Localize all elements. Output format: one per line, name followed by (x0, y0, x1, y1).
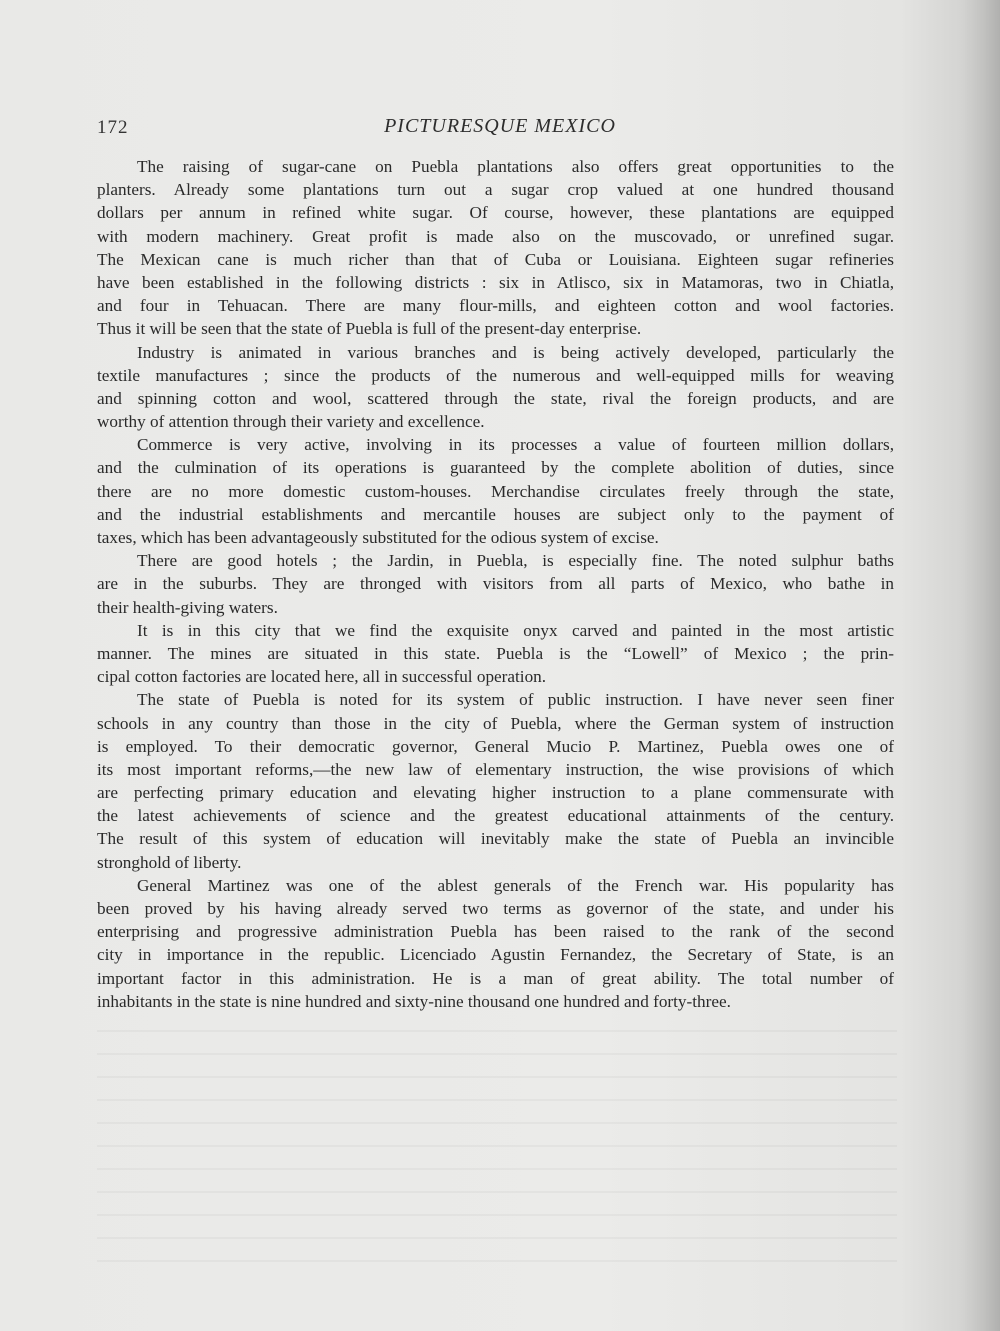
text-line: dollars per annum in refined white sugar. Of course, however, these plantations are equipped (97, 203, 894, 223)
text-line: inhabitants in the state is nine hundred and sixty-nine thousand one hundred and forty-three. (97, 991, 731, 1011)
text-line: and four in Tehuacan. There are many flour-mills, and eighteen cotton and wool factories. (97, 296, 894, 316)
text-line: worthy of attention through their variety and excellence. (97, 412, 485, 432)
text-line: Industry is animated in various branches and is being actively developed, particularly the (137, 342, 894, 362)
text-line: textile manufactures ; since the products of the numerous and well-equipped mills for weaving (97, 365, 894, 385)
text-line: manner. The mines are situated in this state. Puebla is the “Lowell” of Mexico ; the prin- (97, 643, 894, 663)
text-line: taxes, which has been advantageously substituted for the odious system of excise. (97, 528, 659, 547)
text-line: enterprising and progressive administration Puebla has been raised to the rank of the second (97, 922, 894, 942)
text-line: are in the suburbs. They are thronged with visitors from all parts of Mexico, who bathe in (97, 574, 894, 594)
text-line: city in importance in the republic. Licenciado Agustin Fernandez, the Secretary of State, is an (97, 945, 894, 965)
page-edge-shadow (960, 0, 1000, 1331)
body-text (97, 155, 894, 1013)
text-line: There are good hotels ; the Jardin, in Puebla, is especially fine. The noted sulphur baths (137, 551, 894, 571)
running-head: PICTURESQUE MEXICO (384, 115, 616, 137)
text-line: have been established in the following districts : six in Atlisco, six in Matamoras, two in Chiatla, (97, 272, 894, 292)
text-line: schools in any country than those in the city of Puebla, where the German system of instruction (97, 713, 894, 733)
text-line: The raising of sugar-cane on Puebla plantations also offers great opportunities to the (137, 157, 894, 176)
text-line: The result of this system of education will inevitably make the state of Puebla an invincible (97, 829, 894, 849)
text-line: there are no more domestic custom-houses. Merchandise circulates freely through the state, (97, 481, 894, 501)
paragraph (97, 433, 894, 549)
paragraph (97, 688, 894, 874)
text-line: is employed. To their democratic governor, General Mucio P. Martinez, Puebla owes one of (97, 736, 894, 756)
text-line: the latest achievements of science and the greatest educational attainments of the century. (97, 806, 894, 826)
text-line: Commerce is very active, involving in its processes a value of fourteen million dollars, (137, 435, 894, 455)
text-line: General Martinez was one of the ablest generals of the French war. His popularity has (137, 875, 894, 895)
text-line: important factor in this administration. He is a man of great ability. The total number of (97, 968, 894, 988)
page-number: 172 (97, 117, 129, 138)
paragraph (97, 619, 894, 689)
paragraph (97, 155, 894, 341)
paragraph (97, 549, 894, 619)
text-line: It is in this city that we find the exquisite onyx carved and painted in the most artistic (137, 620, 894, 640)
text-line: and spinning cotton and wool, scattered through the state, rival the foreign products, and are (97, 388, 894, 408)
paragraph (97, 341, 894, 434)
text-line: and the culmination of its operations is guaranteed by the complete abolition of duties, since (97, 458, 894, 478)
bleed-through-text (97, 1030, 897, 1270)
text-line: with modern machinery. Great profit is made also on the muscovado, or unrefined sugar. (97, 226, 894, 246)
text-line: been proved by his having already served two terms as governor of the state, and under his (97, 899, 894, 918)
text-line: The Mexican cane is much richer than that of Cuba or Louisiana. Eighteen sugar refineries (97, 249, 894, 269)
text-line: planters. Already some plantations turn out a sugar crop valued at one hundred thousand (97, 180, 894, 200)
text-line: cipal cotton factories are located here, all in successful operation. (97, 667, 547, 687)
text-line: are perfecting primary education and elevating higher instruction to a plane commensurate with (97, 783, 894, 803)
text-line: stronghold of liberty. (97, 852, 242, 872)
text-line: The state of Puebla is noted for its system of public instruction. I have never seen finer (137, 690, 894, 710)
text-line: and the industrial establishments and mercantile houses are subject only to the payment of (97, 504, 894, 524)
paragraph (97, 874, 894, 1013)
text-line: their health-giving waters. (97, 597, 278, 617)
text-line: its most important reforms,—the new law of elementary instruction, the wise provisions of which (97, 759, 894, 779)
text-line: Thus it will be seen that the state of Puebla is full of the present-day enterprise. (97, 319, 642, 339)
